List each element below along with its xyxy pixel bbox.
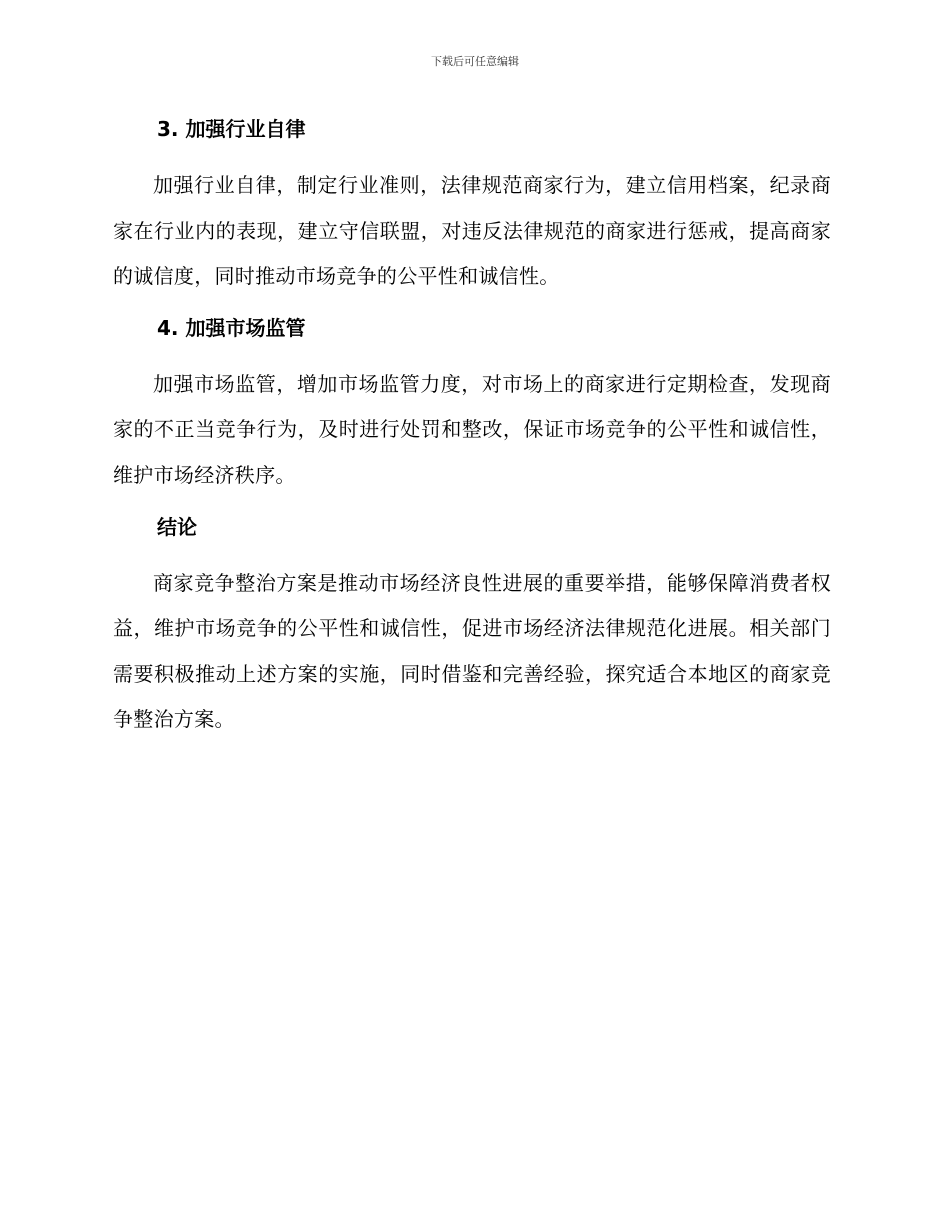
section-heading: 3. 加强行业自律 — [157, 117, 306, 141]
document-body — [113, 112, 831, 743]
section-market-supervision — [113, 311, 831, 499]
section-paragraph: 商家竞争整治方案是推动市场经济良性进展的重要举措，能够保障消费者权益，维护市场竞争的公平性和诚信性，促进市场经济法律规范化进展。相关部门需要积极推动上述方案的实施，同时借鉴和完善经验，探究适合本地区的商家竞争整治方案。 — [113, 570, 831, 732]
section-heading: 4. 加强市场监管 — [157, 315, 306, 340]
section-heading: 结论 — [157, 514, 197, 539]
section-paragraph: 加强行业自律，制定行业准则，法律规范商家行为，建立信用档案，纪录商家在行业内的表现，建立守信联盟，对违反法律规范的商家进行惩戒，提高商家的诚信度，同时推动市场竞争的公平性和诚信性。 — [113, 173, 831, 289]
page-header: 下载后可任意编辑 — [431, 55, 519, 68]
section-paragraph: 加强市场监管，增加市场监管力度，对市场上的商家进行定期检查，发现商家的不正当竞争行为，及时进行处罚和整改，保证市场竞争的公平性和诚信性，维护市场经济秩序。 — [113, 371, 831, 487]
section-industry-self-discipline — [113, 112, 831, 300]
section-conclusion — [113, 510, 831, 743]
